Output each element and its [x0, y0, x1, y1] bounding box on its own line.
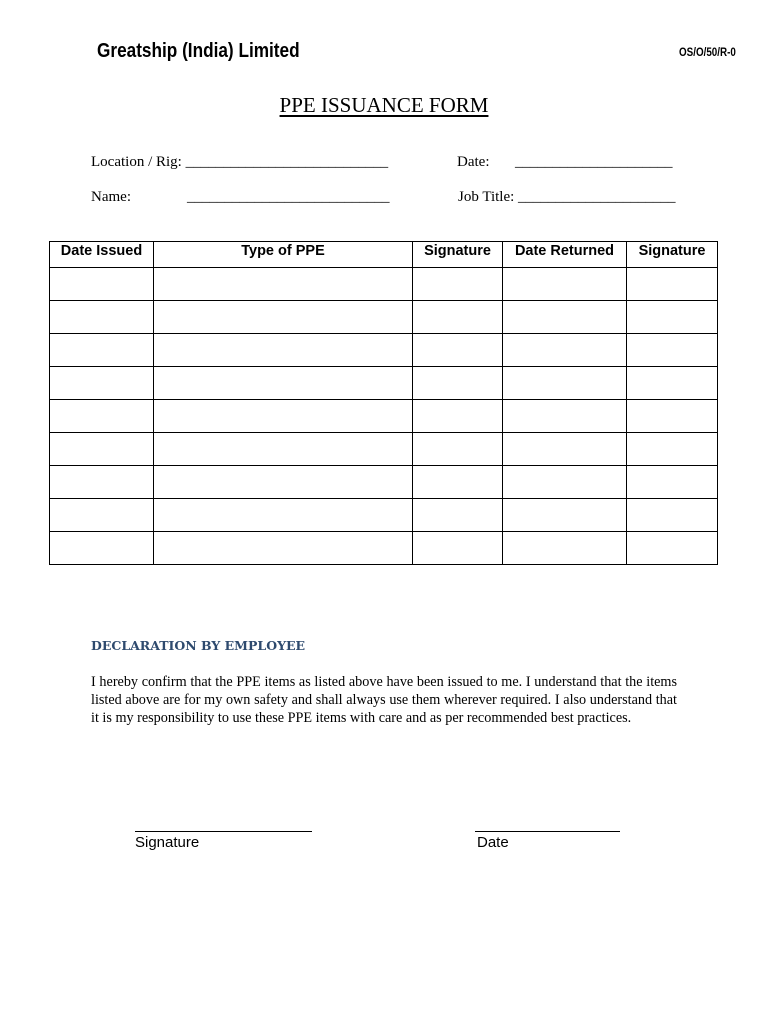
table-cell[interactable] — [154, 400, 413, 433]
table-row — [50, 268, 718, 301]
col-signature-returned: Signature — [627, 242, 718, 268]
table-cell[interactable] — [413, 466, 503, 499]
table-cell[interactable] — [627, 268, 718, 301]
col-type-of-ppe: Type of PPE — [154, 242, 413, 268]
table-cell[interactable] — [627, 466, 718, 499]
table-cell[interactable] — [627, 367, 718, 400]
col-date-returned: Date Returned — [503, 242, 627, 268]
table-cell[interactable] — [503, 400, 627, 433]
form-title-text: PPE ISSUANCE FORM — [279, 93, 489, 117]
table-cell[interactable] — [503, 268, 627, 301]
table-cell[interactable] — [413, 400, 503, 433]
signature-line[interactable] — [135, 831, 312, 832]
declaration-text: I hereby confirm that the PPE items as listed above have been issued to me. I understand that the items listed above are for my own safety and shall always use them wherever required. I also understand that it is my responsibility to use these PPE items with care and as per recommended best practices. — [91, 674, 677, 726]
table-cell[interactable] — [503, 499, 627, 532]
date-field[interactable]: _____________________ — [515, 154, 673, 170]
table-cell[interactable] — [503, 532, 627, 565]
table-cell[interactable] — [50, 433, 154, 466]
table-cell[interactable] — [154, 532, 413, 565]
table-cell[interactable] — [627, 433, 718, 466]
table-row — [50, 532, 718, 565]
date-signoff-label: Date — [477, 834, 509, 851]
table-cell[interactable] — [413, 301, 503, 334]
table-row — [50, 466, 718, 499]
table-cell[interactable] — [50, 268, 154, 301]
table-cell[interactable] — [627, 301, 718, 334]
table-cell[interactable] — [413, 499, 503, 532]
table-row — [50, 499, 718, 532]
table-cell[interactable] — [503, 334, 627, 367]
table-cell[interactable] — [627, 499, 718, 532]
table-cell[interactable] — [154, 301, 413, 334]
table-cell[interactable] — [50, 466, 154, 499]
company-name: Greatship (India) Limited — [97, 40, 300, 62]
table-cell[interactable] — [413, 334, 503, 367]
date-label: Date: — [457, 154, 490, 170]
table-cell[interactable] — [503, 367, 627, 400]
table-cell[interactable] — [627, 334, 718, 367]
table-cell[interactable] — [154, 334, 413, 367]
name-label: Name: — [91, 189, 131, 205]
name-field[interactable]: ___________________________ — [187, 189, 390, 205]
table-row — [50, 301, 718, 334]
table-cell[interactable] — [50, 532, 154, 565]
job-title-field[interactable]: Job Title: _____________________ — [458, 189, 676, 205]
table-cell[interactable] — [413, 268, 503, 301]
ppe-issuance-table — [49, 241, 718, 565]
table-cell[interactable] — [154, 268, 413, 301]
table-row — [50, 367, 718, 400]
table-cell[interactable] — [50, 334, 154, 367]
date-line[interactable] — [475, 831, 620, 832]
table-cell[interactable] — [413, 433, 503, 466]
table-cell[interactable] — [627, 400, 718, 433]
table-cell[interactable] — [50, 367, 154, 400]
declaration-heading: DECLARATION BY EMPLOYEE — [91, 638, 306, 653]
table-cell[interactable] — [627, 532, 718, 565]
table-cell[interactable] — [154, 466, 413, 499]
table-body — [50, 268, 718, 565]
table-cell[interactable] — [50, 400, 154, 433]
table-row — [50, 433, 718, 466]
table-row — [50, 400, 718, 433]
table-cell[interactable] — [154, 367, 413, 400]
table-row — [50, 334, 718, 367]
table-cell[interactable] — [503, 301, 627, 334]
document-reference: OS/O/50/R-0 — [679, 45, 736, 59]
table-cell[interactable] — [413, 367, 503, 400]
table-cell[interactable] — [503, 466, 627, 499]
location-rig-field[interactable]: Location / Rig: ___________________________ — [91, 154, 389, 170]
table-header-row — [50, 242, 718, 268]
table-cell[interactable] — [50, 499, 154, 532]
table-cell[interactable] — [154, 433, 413, 466]
col-signature-issued: Signature — [413, 242, 503, 268]
table-cell[interactable] — [154, 499, 413, 532]
signature-label: Signature — [135, 834, 200, 851]
table-cell[interactable] — [50, 301, 154, 334]
table-cell[interactable] — [413, 532, 503, 565]
table-cell[interactable] — [503, 433, 627, 466]
form-title — [0, 93, 768, 118]
col-date-issued: Date Issued — [50, 242, 154, 268]
